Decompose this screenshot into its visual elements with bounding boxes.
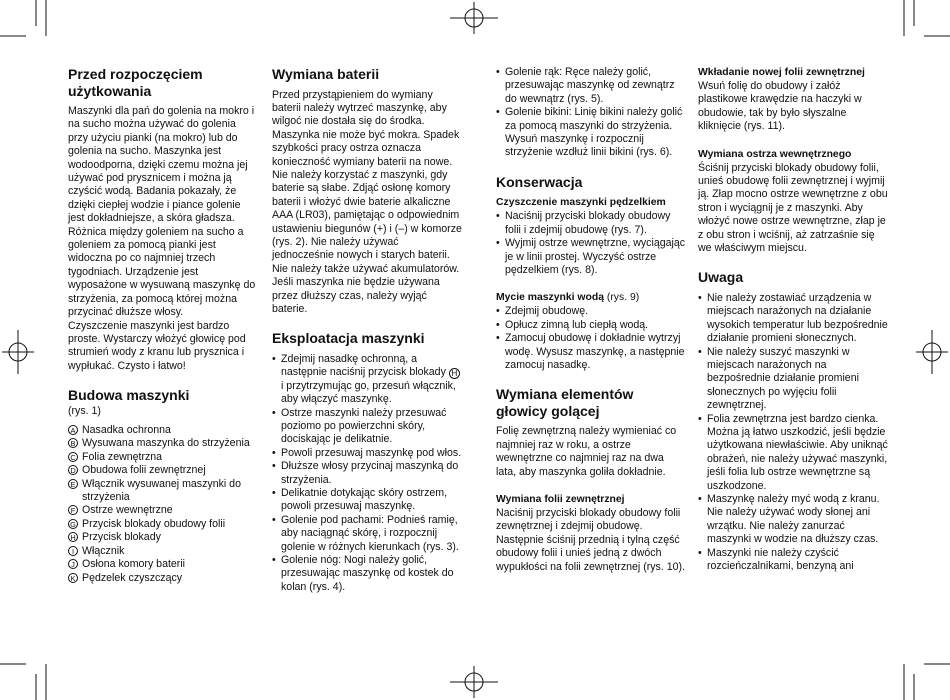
usage-step-1a: Zdejmij nasadkę ochronną, a następnie naciśnij przycisk blokady (281, 352, 446, 379)
part-label: Ostrze wewnętrzne (82, 504, 173, 517)
part-item (68, 518, 258, 531)
list-item: • Folia zewnętrzna jest bardzo cienka. Można ją łatwo uszkodzić, jeśli będzie użytkowana niewłaściwie. Aby uniknąć obrażeń, nie należy używać maszynki, jeśli folia lub ostrze wewnętrzne są uszkodzone. (698, 413, 888, 493)
heading-usage: Eksploatacja maszynki (272, 330, 425, 347)
part-item (68, 424, 258, 437)
list-item: • Maszynki nie należy czyścić rozcieńczalnikami, benzyną ani (698, 547, 888, 574)
part-letter-circle-icon: K (68, 573, 78, 583)
part-label: Osłona komory baterii (82, 558, 186, 571)
part-item (68, 451, 258, 464)
part-letter-circle-icon: C (68, 452, 78, 462)
part-letter-circle-icon: H (68, 532, 78, 542)
list-item: • Golenie bikini: Linię bikini należy golić za pomocą maszynki do strzyżenia. Wysuń maszynkę i rozpocznij strzyżenie wzdłuż linii bikini (rys. 6). (496, 106, 686, 160)
part-letter-circle-icon: B (68, 438, 78, 448)
part-label: Włącznik (82, 544, 125, 557)
list-item: • Delikatnie dotykając skóry ostrzem, powoli przesuwaj maszynkę. (272, 487, 462, 514)
part-label: Wysuwana maszynka do strzyżenia (82, 437, 250, 450)
part-letter-circle-icon: J (68, 559, 78, 569)
part-item (68, 531, 258, 544)
list-item: • Maszynkę należy myć wodą z kranu. Nie należy używać wody słonej ani wrzątku. Nie należy zanurzać maszynki w wodzie na dłuższy czas. (698, 493, 888, 547)
part-item (68, 504, 258, 517)
list-item: • Nie należy zostawiać urządzenia w miejscach narażonych na działanie wysokich temperatur lub bezpośrednie działanie promieni słonecznych. (698, 292, 888, 346)
heading-replacement: Wymiana elementów głowicy golącej (496, 386, 634, 419)
column-2 (272, 66, 462, 594)
text-intro: Maszynki dla pań do golenia na mokro i na sucho można używać do golenia przy użyciu pianki (na mokro) lub do golenia na sucho. Maszynka jest wodoodporna, dzięki czemu można jej używać pod prysznicem i można ją czyścić wodą. Badania pokazały, że dzięki ciepłej wodzie i piance golenie jest dokładniejsze, a skóra gładsza. Różnica między goleniem na sucho a goleniem za pomocą pianki jest widoczna po co najmniej trzech tygodniach. Urządzenie jest wyposażone w wysuwaną maszynkę do strzyżenia, za pomocą której można przycinać dłuższe włosy. (68, 105, 256, 319)
water-cleaning-list (496, 305, 686, 372)
column-4 (698, 66, 888, 574)
heading-warnings: Uwaga (698, 269, 744, 286)
part-item (68, 572, 258, 585)
subheading-brush-cleaning: Czyszczenie maszynki pędzelkiem (496, 197, 666, 209)
list-item: • Dłuższe włosy przycinaj maszynką do strzyżenia. (272, 460, 462, 487)
heading-parts: Budowa maszynki (68, 387, 190, 404)
parts-figure-ref: (rys. 1) (68, 404, 101, 417)
heading-maintenance: Konserwacja (496, 173, 583, 190)
list-item: • Wyjmij ostrze wewnętrzne, wyciągając je w linii prostej. Wyczyść ostrze pędzelkiem (rys. 8). (496, 237, 686, 277)
water-cleaning-figure-ref: (rys. 9) (606, 292, 640, 304)
part-letter-circle-icon: A (68, 425, 78, 435)
text-inner-blade: Ściśnij przyciski blokady obudowy folii, unieś obudowę folii zewnętrznej i wyjmij ją. Złap mocno ostrze wewnętrzne z obu stron i wyciągnij je z maszynki. Aby włożyć nowe ostrze wewnętrzne, złap je z obu stron i wciśnij, aż zatrzaśnie się we właściwym miejscu. (698, 161, 888, 255)
subheading-water-cleaning (496, 291, 686, 304)
list-item: • Nie należy suszyć maszynki w miejscach narażonych na bezpośrednie działanie promieni słonecznych po wyjęciu folii zewnętrznej. (698, 346, 888, 413)
part-label: Włącznik wysuwanej maszynki do strzyżenia (82, 477, 241, 504)
part-item (68, 464, 258, 477)
part-item (68, 545, 258, 558)
text-new-foil: Wsuń folię do obudowy i załóż plastikowe krawędzie na haczyki w obudowie, tak by było słyszalne kliknięcie (rys. 11). (698, 80, 862, 133)
list-item: • Opłucz zimną lub ciepłą wodą. (496, 319, 686, 332)
usage-list-continued (496, 66, 686, 160)
list-item: • Golenie pod pachami: Podnieś ramię, aby naciągnąć skórę, i rozpocznij golenie w różnych kierunkach (rys. 3). (272, 514, 462, 554)
lock-button-symbol-icon: H (449, 368, 460, 379)
usage-list (272, 353, 462, 594)
warnings-list (698, 292, 888, 574)
list-item: • Ostrze maszynki należy przesuwać poziomo po powierzchni skóry, dociskając je delikatnie. (272, 407, 462, 447)
list-item (272, 353, 462, 407)
part-label: Pędzelek czyszczący (82, 571, 183, 584)
column-1 (68, 66, 258, 585)
parts-list (68, 424, 258, 585)
part-label: Nasadka ochronna (82, 424, 171, 437)
part-label: Obudowa folii zewnętrznej (82, 464, 206, 477)
text-cleaning-intro: Czyszczenie maszynki jest bardzo proste. Wystarczy włożyć głowicę pod strumień wody z kranu lub prysznica i wypłukać. Czysto i łatwo! (68, 319, 246, 372)
part-letter-circle-icon: I (68, 546, 78, 556)
part-label: Przycisk blokady (82, 531, 161, 544)
part-item (68, 437, 258, 450)
heading-battery: Wymiana baterii (272, 66, 380, 82)
part-letter-circle-icon: D (68, 465, 78, 475)
usage-step-1b: i przytrzymując go, przesuń włącznik, aby włączyć maszynkę. (281, 379, 456, 406)
text-battery-2: Jeśli maszynka nie będzie używana przez dłuższy czas, należy wyjąć baterie. (272, 276, 440, 315)
subheading-new-foil: Wkładanie nowej folii zewnętrznej (698, 67, 865, 78)
part-label: Przycisk blokady obudowy folii (82, 517, 226, 530)
subheading-water-cleaning-title: Mycie maszynki wodą (496, 292, 604, 304)
list-item: • Naciśnij przyciski blokady obudowy folii i zdejmij obudowę (rys. 7). (496, 210, 686, 237)
list-item: • Golenie rąk: Ręce należy golić, przesuwając maszynkę od zewnątrz do wewnątrz (rys. 5). (496, 66, 686, 106)
text-battery-1: Przed przystąpieniem do wymiany baterii należy wytrzeć maszynkę, aby wilgoć nie dostała się do środka. Maszynka nie może być mokra. Spadek szybkości pracy ostrza oznacza konieczność wymiany baterii na nowe. Nie należy korzystać z maszynki, gdy baterie są słabe. Zdjąć osłonę komory baterii i włożyć dwie baterie alkaliczne AAA (LR03), pamiętając o odpowiednim ustawieniu biegunów (+) i (–) w komorze (rys. 2). Nie należy używać jednocześnie nowych i starych baterii. Nie należy także używać akumulatorów. (272, 88, 462, 275)
part-letter-circle-icon: E (68, 479, 78, 489)
part-letter-circle-icon: F (68, 505, 78, 515)
subheading-inner-blade: Wymiana ostrza wewnętrznego (698, 148, 852, 160)
part-item (68, 558, 258, 571)
part-label: Folia zewnętrzna (82, 450, 163, 463)
list-item: • Zdejmij obudowę. (496, 305, 686, 318)
list-item: • Powoli przesuwaj maszynkę pod włos. (272, 447, 462, 460)
column-3 (496, 66, 686, 574)
text-foil-replacement: Naciśnij przyciski blokady obudowy folii zewnętrznej i zdejmij obudowę. Następnie ściśnij przednią i tylną część obudowy folii i unieś jedną z dwóch wypukłości na folii zewnętrznej (rys. 10). (496, 507, 685, 573)
part-item (68, 478, 258, 505)
heading-before-use: Przed rozpoczęciem użytkowania (68, 66, 203, 99)
part-letter-circle-icon: G (68, 519, 78, 529)
list-item: • Golenie nóg: Nogi należy golić, przesuwając maszynkę od kostek do kolan (rys. 4). (272, 554, 462, 594)
text-replacement: Folię zewnętrzną należy wymieniać co najmniej raz w roku, a ostrze wewnętrzne co najmniej raz na dwa lata, aby maszynka goliła dokładnie. (496, 425, 677, 478)
list-item: • Zamocuj obudowę i dokładnie wytrzyj wodę. Wysusz maszynkę, a następnie zamocuj nasadkę. (496, 332, 686, 372)
subheading-foil-replacement: Wymiana folii zewnętrznej (496, 494, 625, 506)
brush-cleaning-list (496, 210, 686, 277)
